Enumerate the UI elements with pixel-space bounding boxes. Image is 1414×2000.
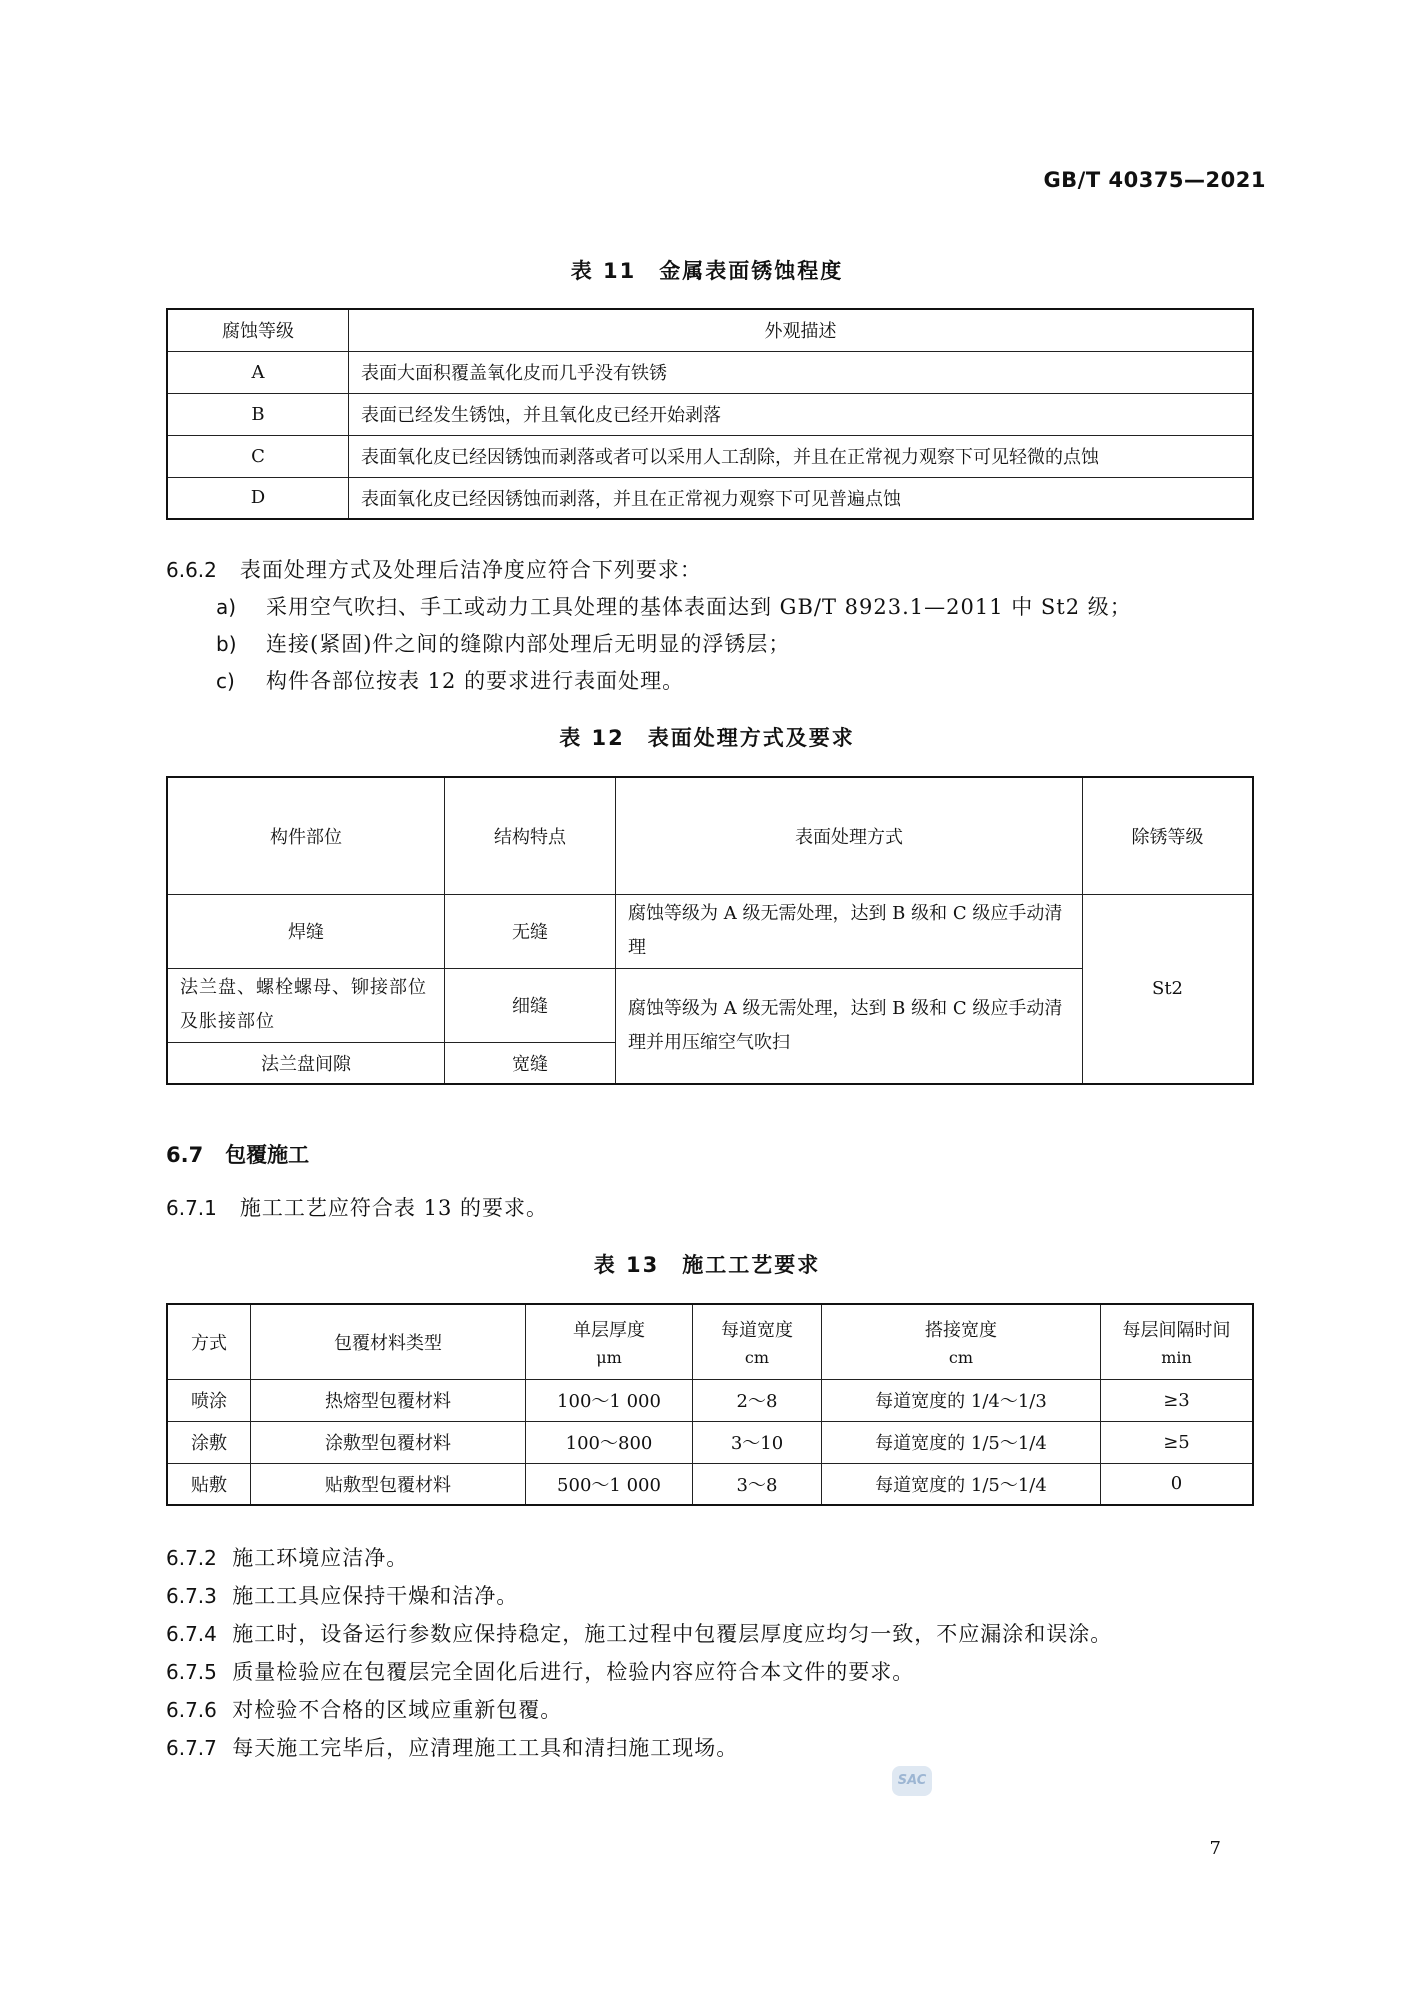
table-row xyxy=(167,1463,1253,1505)
table-cell: 焊缝 xyxy=(167,894,445,968)
table-cell: 无缝 xyxy=(445,894,616,968)
table-header-cell: 构件部位 xyxy=(167,777,445,894)
table-row xyxy=(167,1379,1253,1421)
list-item: c) 构件各部位按表 12 的要求进行表面处理。 xyxy=(216,669,685,693)
table-cell: 涂敷 xyxy=(167,1421,251,1463)
section-6-7-heading: 6.7 包覆施工 xyxy=(166,1143,310,1167)
table-13 xyxy=(166,1303,1254,1506)
table-header-cell: 每层间隔时间 min xyxy=(1101,1304,1254,1379)
table-cell: 2～8 xyxy=(693,1379,822,1421)
table-row xyxy=(167,393,1253,435)
table-cell: 表面氧化皮已经因锈蚀而剥落或者可以采用人工刮除，并且在正常视力观察下可见轻微的点蚀 xyxy=(349,435,1254,477)
table-cell: 宽缝 xyxy=(445,1042,616,1084)
table-header-cell: 包覆材料类型 xyxy=(251,1304,526,1379)
table-cell: 100～1 000 xyxy=(526,1379,693,1421)
table-header-cell: 方式 xyxy=(167,1304,251,1379)
table-cell: ≥3 xyxy=(1101,1379,1254,1421)
table-cell: 500～1 000 xyxy=(526,1463,693,1505)
clause-6-6-2: 6.6.2 表面处理方式及处理后洁净度应符合下列要求： xyxy=(166,558,702,582)
table-cell: St2 xyxy=(1083,894,1254,1084)
table-header-cell: 除锈等级 xyxy=(1083,777,1254,894)
table-12 xyxy=(166,776,1254,1085)
table-cell: 喷涂 xyxy=(167,1379,251,1421)
table-cell: 表面氧化皮已经因锈蚀而剥落，并且在正常视力观察下可见普遍点蚀 xyxy=(349,477,1254,519)
table-header-cell: 结构特点 xyxy=(445,777,616,894)
table-cell: 腐蚀等级为 A 级无需处理，达到 B 级和 C 级应手动清理并用压缩空气吹扫 xyxy=(616,968,1083,1084)
table-row xyxy=(167,351,1253,393)
table-cell: 3～8 xyxy=(693,1463,822,1505)
table-cell: 每道宽度的 1/4～1/3 xyxy=(822,1379,1101,1421)
table-cell: C xyxy=(167,435,349,477)
table-12-caption: 表 12 表面处理方式及要求 xyxy=(559,726,855,750)
table-cell: 0 xyxy=(1101,1463,1254,1505)
table-cell: 法兰盘间隙 xyxy=(167,1042,445,1084)
clause-item: 6.7.4 施工时，设备运行参数应保持稳定，施工过程中包覆层厚度应均匀一致，不应漏涂和误涂。 xyxy=(166,1622,1113,1646)
table-header-cell: 每道宽度 cm xyxy=(693,1304,822,1379)
table-cell: B xyxy=(167,393,349,435)
table-11-caption: 表 11 金属表面锈蚀程度 xyxy=(570,259,844,283)
table-cell: 贴敷型包覆材料 xyxy=(251,1463,526,1505)
table-cell: 腐蚀等级为 A 级无需处理，达到 B 级和 C 级应手动清理 xyxy=(616,894,1083,968)
clause-item: 6.7.2 施工环境应洁净。 xyxy=(166,1546,409,1570)
list-item: a) 采用空气吹扫、手工或动力工具处理的基体表面达到 GB/T 8923.1—2011 中 St2 级； xyxy=(216,595,1132,619)
sac-watermark-logo: SAC xyxy=(892,1766,932,1796)
table-cell: 热熔型包覆材料 xyxy=(251,1379,526,1421)
clause-item: 6.7.6 对检验不合格的区域应重新包覆。 xyxy=(166,1698,563,1722)
table-11 xyxy=(166,308,1254,520)
page-number: 7 xyxy=(1209,1838,1221,1859)
table-row xyxy=(167,894,1253,968)
clause-item: 6.7.3 施工工具应保持干燥和洁净。 xyxy=(166,1584,519,1608)
table-cell: 表面已经发生锈蚀，并且氧化皮已经开始剥落 xyxy=(349,393,1254,435)
table-13-caption: 表 13 施工工艺要求 xyxy=(593,1253,821,1277)
table-cell: 法兰盘、螺栓螺母、铆接部位及胀接部位 xyxy=(167,968,445,1042)
table-cell: 每道宽度的 1/5～1/4 xyxy=(822,1421,1101,1463)
table-cell: 表面大面积覆盖氧化皮而几乎没有铁锈 xyxy=(349,351,1254,393)
table-header-cell: 腐蚀等级 xyxy=(167,309,349,351)
list-item: b) 连接(紧固)件之间的缝隙内部处理后无明显的浮锈层； xyxy=(216,632,791,656)
table-cell: 100～800 xyxy=(526,1421,693,1463)
table-row xyxy=(167,435,1253,477)
clause-item: 6.7.5 质量检验应在包覆层完全固化后进行，检验内容应符合本文件的要求。 xyxy=(166,1660,915,1684)
table-cell: 每道宽度的 1/5～1/4 xyxy=(822,1463,1101,1505)
standard-code: GB/T 40375—2021 xyxy=(1043,168,1266,192)
table-cell: 细缝 xyxy=(445,968,616,1042)
table-cell: ≥5 xyxy=(1101,1421,1254,1463)
table-header-cell: 搭接宽度 cm xyxy=(822,1304,1101,1379)
table-cell: 贴敷 xyxy=(167,1463,251,1505)
table-cell: A xyxy=(167,351,349,393)
table-cell: D xyxy=(167,477,349,519)
table-cell: 3～10 xyxy=(693,1421,822,1463)
table-header-cell: 单层厚度 μm xyxy=(526,1304,693,1379)
table-cell: 涂敷型包覆材料 xyxy=(251,1421,526,1463)
table-row xyxy=(167,1421,1253,1463)
table-row xyxy=(167,477,1253,519)
clause-6-7-1: 6.7.1 施工工艺应符合表 13 的要求。 xyxy=(166,1196,548,1220)
table-header-cell: 外观描述 xyxy=(349,309,1254,351)
table-header-cell: 表面处理方式 xyxy=(616,777,1083,894)
clause-item: 6.7.7 每天施工完毕后，应清理施工工具和清扫施工现场。 xyxy=(166,1736,739,1760)
